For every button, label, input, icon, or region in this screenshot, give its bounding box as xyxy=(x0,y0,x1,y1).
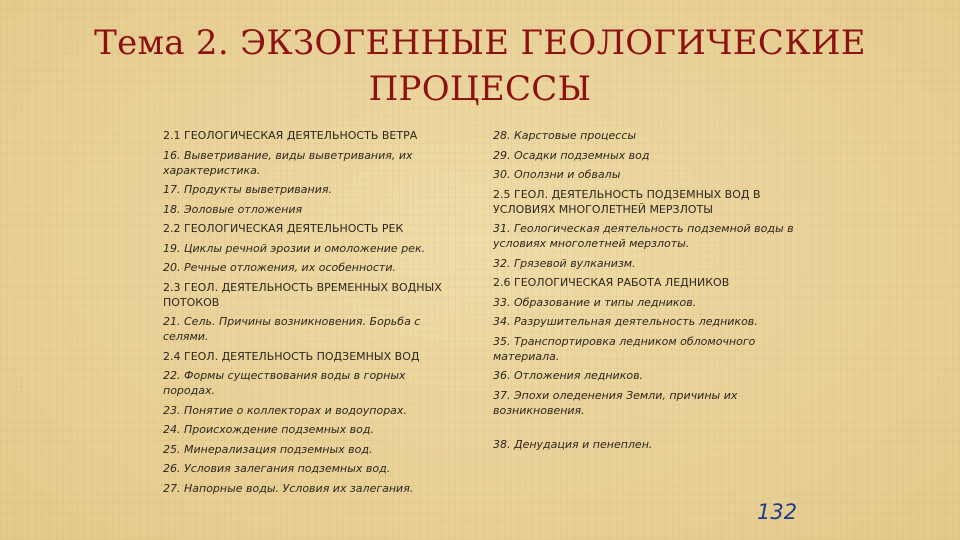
section-heading: 2.1 ГЕОЛОГИЧЕСКАЯ ДЕЯТЕЛЬНОСТЬ ВЕТРА xyxy=(163,129,418,142)
page-number: 132 xyxy=(757,500,798,524)
list-item: 20. Речные отложения, их особенности. xyxy=(163,261,396,274)
section-heading: 2.5 ГЕОЛ. ДЕЯТЕЛЬНОСТЬ ПОДЗЕМНЫХ ВОД В УСЛОВИЯХ МНОГОЛЕТНЕЙ МЕРЗЛОТЫ xyxy=(493,187,761,216)
list-item: 22. Формы существования воды в горных породах. xyxy=(163,369,406,397)
list-item: 23. Понятие о коллекторах и водоупорах. xyxy=(163,403,407,417)
page-title: Тема 2. ЭКЗОГЕННЫЕ ГЕОЛОГИЧЕСКИЕ ПРОЦЕССЫ xyxy=(94,23,866,109)
list-item: 36. Отложения ледников. xyxy=(493,369,644,382)
list-item: 30. Оползни и обвалы xyxy=(493,168,621,181)
list-item: 34. Разрушительная деятельность ледников. xyxy=(493,315,758,328)
list-item: 25. Минерализация подземных вод. xyxy=(163,442,373,456)
section-heading: 2.6 ГЕОЛОГИЧЕСКАЯ РАБОТА ЛЕДНИКОВ xyxy=(493,276,730,289)
list-item: 21. Сель. Причины возникновения. Борьба с селями. xyxy=(163,315,421,343)
list-item: 33. Образование и типы ледников. xyxy=(493,295,697,309)
list-item: 29. Осадки подземных вод xyxy=(493,148,650,162)
list-item: 28. Карстовые процессы xyxy=(493,129,637,142)
list-item: 17. Продукты выветривания. xyxy=(163,183,332,196)
section-heading: 2.4 ГЕОЛ. ДЕЯТЕЛЬНОСТЬ ПОДЗЕМНЫХ ВОД xyxy=(163,349,420,363)
list-item: 37. Эпохи оледенения Земли, причины их возникновения. xyxy=(493,388,738,417)
list-item: 31. Геологическая деятельность подземной воды в условиях многолетней мерзлоты. xyxy=(493,222,794,250)
list-item: 24. Происхождение подземных вод. xyxy=(163,423,374,436)
list-item: 27. Напорные воды. Условия их залегания. xyxy=(163,481,414,495)
list-item: 16. Выветривание, виды выветривания, их характеристика. xyxy=(163,148,413,177)
left-column xyxy=(163,128,453,500)
right-column xyxy=(493,128,803,456)
list-item: 35. Транспортировка ледником обломочного материала. xyxy=(493,334,756,363)
list-item: 26. Условия залегания подземных вод. xyxy=(163,462,391,475)
section-heading: 2.3 ГЕОЛ. ДЕЯТЕЛЬНОСТЬ ВРЕМЕННЫХ ВОДНЫХ ПОТОКОВ xyxy=(163,280,442,309)
list-item: 32. Грязевой вулканизм. xyxy=(493,256,636,270)
list-item: 19. Циклы речной эрозии и омоложение рек. xyxy=(163,241,426,255)
list-item: 38. Денудация и пенеплен. xyxy=(493,437,653,451)
list-item: 18. Эоловые отложения xyxy=(163,202,303,216)
section-heading: 2.2 ГЕОЛОГИЧЕСКАЯ ДЕЯТЕЛЬНОСТЬ РЕК xyxy=(163,222,404,235)
